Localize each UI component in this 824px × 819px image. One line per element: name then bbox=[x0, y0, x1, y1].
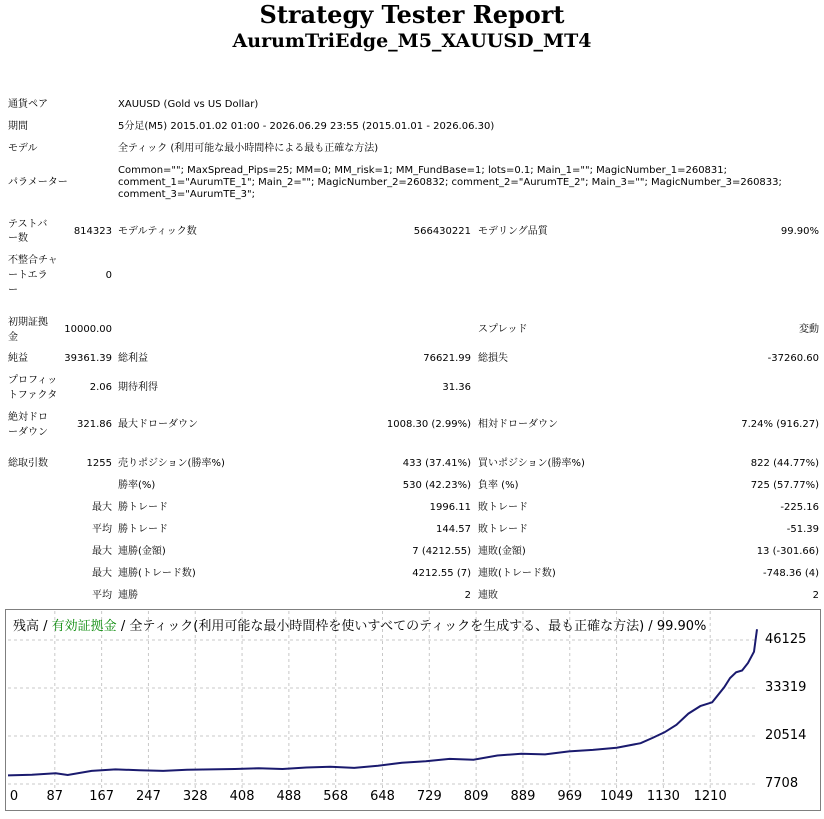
gross-loss-value: -37260.60 bbox=[767, 353, 819, 364]
loss-label: 負率 (%) bbox=[478, 480, 519, 491]
rel-dd-label: 相対ドローダウン bbox=[478, 419, 558, 430]
max-cons-profit-loss-label: 連敗(トレード数) bbox=[478, 568, 556, 579]
pf-value: 2.06 bbox=[89, 382, 112, 393]
y-tick-label: 33319 bbox=[765, 680, 807, 695]
legend-quality: 99.90% bbox=[656, 619, 707, 634]
max-cons-label: 最大 bbox=[92, 546, 112, 557]
largest-loss-value: -225.16 bbox=[780, 502, 819, 513]
x-tick-label: 889 bbox=[510, 789, 536, 804]
x-tick-label: 568 bbox=[323, 789, 349, 804]
avg-loss-label: 敗トレード bbox=[478, 524, 528, 535]
spread-value: 変動 bbox=[799, 324, 819, 335]
mismatch-value: 0 bbox=[105, 270, 112, 281]
legend-model: 全ティック(利用可能な最小時間枠を使いすべてのティックを生成する、最も正確な方法) bbox=[129, 619, 645, 634]
max-cons-loss-label: 連敗(金額) bbox=[478, 546, 526, 557]
balance-chart bbox=[5, 609, 821, 819]
largest-win-value: 1996.11 bbox=[429, 502, 471, 513]
x-tick-label: 1130 bbox=[646, 789, 680, 804]
largest-label: 最大 bbox=[92, 502, 112, 513]
y-tick-label: 20514 bbox=[765, 728, 807, 743]
win-label: 勝率(%) bbox=[118, 480, 156, 491]
x-tick-label: 87 bbox=[46, 789, 64, 804]
max-dd-value: 1008.30 (2.99%) bbox=[386, 419, 471, 430]
loss-value: 725 (57.77%) bbox=[750, 480, 819, 491]
avg-win-value: 144.57 bbox=[436, 524, 471, 535]
rel-dd-value: 7.24% (916.27) bbox=[741, 419, 819, 430]
win-value: 530 (42.23%) bbox=[402, 480, 471, 491]
max-cons-loss-value: 13 (-301.66) bbox=[756, 546, 819, 557]
net-label: 純益 bbox=[8, 353, 28, 364]
total-trades-label: 総取引数 bbox=[8, 458, 48, 469]
avg-cons-loss-value: 2 bbox=[812, 590, 819, 601]
avg-loss-value: -51.39 bbox=[786, 524, 819, 535]
report-subtitle: AurumTriEdge_M5_XAUUSD_MT4 bbox=[232, 30, 592, 52]
model-value: 全ティック (利用可能な最小時間枠による最も正確な方法) bbox=[118, 143, 379, 154]
x-tick-label: 1049 bbox=[600, 789, 634, 804]
y-tick-label: 46125 bbox=[765, 632, 807, 647]
gross-loss-label: 総損失 bbox=[478, 353, 508, 364]
x-tick-label: 809 bbox=[463, 789, 489, 804]
x-tick-label: 0 bbox=[9, 789, 19, 804]
model-label: モデル bbox=[8, 143, 38, 154]
long-label: 買いポジション(勝率%) bbox=[478, 458, 585, 469]
y-tick-label: 7708 bbox=[765, 776, 799, 791]
expected-label: 期待利得 bbox=[118, 382, 158, 393]
max-cons-win-value: 7 (4212.55) bbox=[412, 546, 471, 557]
chart-legend bbox=[13, 615, 706, 634]
params-label: パラメーター bbox=[8, 177, 68, 188]
x-tick-label: 408 bbox=[229, 789, 255, 804]
avg-win-label: 勝トレード bbox=[118, 524, 168, 535]
avg-cons-win-value: 2 bbox=[464, 590, 471, 601]
average-label: 平均 bbox=[92, 524, 112, 535]
expected-value: 31.36 bbox=[442, 382, 471, 393]
largest-win-label: 勝トレード bbox=[118, 502, 168, 513]
spread-label: スプレッド bbox=[478, 324, 528, 335]
legend-balance: 残高 bbox=[13, 619, 40, 634]
short-value: 433 (37.41%) bbox=[402, 458, 471, 469]
gross-profit-value: 76621.99 bbox=[423, 353, 471, 364]
legend-separator: / bbox=[39, 619, 52, 634]
avg-cons-loss-label: 連敗 bbox=[478, 590, 498, 601]
symbol-value: XAUUSD (Gold vs US Dollar) bbox=[118, 99, 259, 110]
max-cons-profit-label: 最大 bbox=[92, 568, 112, 579]
legend-equity: 有効証拠金 bbox=[51, 619, 117, 634]
pf-label-2: トファクタ bbox=[8, 390, 58, 401]
total-trades-value: 1255 bbox=[86, 458, 112, 469]
pf-label-1: プロフィッ bbox=[8, 375, 58, 386]
x-tick-label: 1210 bbox=[693, 789, 727, 804]
x-tick-label: 247 bbox=[136, 789, 161, 804]
params-value: Common=""; MaxSpread_Pips=25; MM=0; MM_risk=1; MM_FundBase=1; lots=0.1; Main_1=""; MagicNumber_1=260831; comment_1="AurumTE_1"; Main_2=""; MagicNumber_2=260832; comment_2="AurumTE_2"; Main_3=""; MagicNumber_3=260833; comment_3="AurumTE_3"; bbox=[118, 165, 782, 200]
deposit-label-2: 金 bbox=[8, 332, 18, 343]
deposit-label-1: 初期証拠 bbox=[8, 317, 48, 328]
long-value: 822 (44.77%) bbox=[750, 458, 819, 469]
max-cons-profit-win-label: 連勝(トレード数) bbox=[118, 568, 196, 579]
x-tick-label: 648 bbox=[370, 789, 395, 804]
mismatch-label-2: ートエラ bbox=[8, 270, 48, 281]
symbol-label: 通貨ペア bbox=[8, 99, 48, 110]
bars-label-1: テストバ bbox=[8, 219, 48, 230]
quality-label: モデリング品質 bbox=[478, 226, 548, 237]
period-value: 5分足(M5) 2015.01.02 01:00 - 2026.06.29 23:55 (2015.01.01 - 2026.06.30) bbox=[118, 121, 495, 132]
max-cons-win-label: 連勝(金額) bbox=[118, 546, 166, 557]
period-label: 期間 bbox=[8, 121, 28, 132]
abs-dd-label-2: ーダウン bbox=[8, 427, 48, 438]
x-tick-label: 729 bbox=[416, 789, 442, 804]
x-tick-label: 167 bbox=[89, 789, 115, 804]
bars-value: 814323 bbox=[73, 226, 112, 237]
mismatch-label-1: 不整合チャ bbox=[8, 255, 58, 266]
x-tick-label: 969 bbox=[557, 789, 583, 804]
max-cons-profit-win-value: 4212.55 (7) bbox=[412, 568, 471, 579]
ticks-label: モデルティック数 bbox=[118, 226, 197, 237]
net-value: 39361.39 bbox=[64, 353, 112, 364]
ticks-value: 566430221 bbox=[413, 226, 471, 237]
max-cons-profit-loss-value: -748.36 (4) bbox=[763, 568, 819, 579]
legend-separator: / bbox=[116, 619, 130, 634]
gross-profit-label: 総利益 bbox=[118, 353, 148, 364]
abs-dd-value: 321.86 bbox=[77, 419, 112, 430]
report-title: Strategy Tester Report bbox=[259, 0, 565, 29]
legend-separator: / bbox=[644, 619, 657, 634]
avg-cons-win-label: 連勝 bbox=[118, 590, 138, 601]
avg-cons-label: 平均 bbox=[92, 590, 112, 601]
short-label: 売りポジション(勝率%) bbox=[118, 458, 225, 469]
x-tick-label: 488 bbox=[276, 789, 302, 804]
bars-label-2: ー数 bbox=[8, 233, 28, 244]
abs-dd-label-1: 絶対ドロ bbox=[8, 412, 48, 423]
largest-loss-label: 敗トレード bbox=[478, 502, 528, 513]
mismatch-label-3: ー bbox=[8, 285, 18, 296]
x-tick-label: 328 bbox=[182, 789, 208, 804]
deposit-value: 10000.00 bbox=[64, 324, 112, 335]
max-dd-label: 最大ドローダウン bbox=[118, 419, 198, 430]
quality-value: 99.90% bbox=[780, 226, 819, 237]
